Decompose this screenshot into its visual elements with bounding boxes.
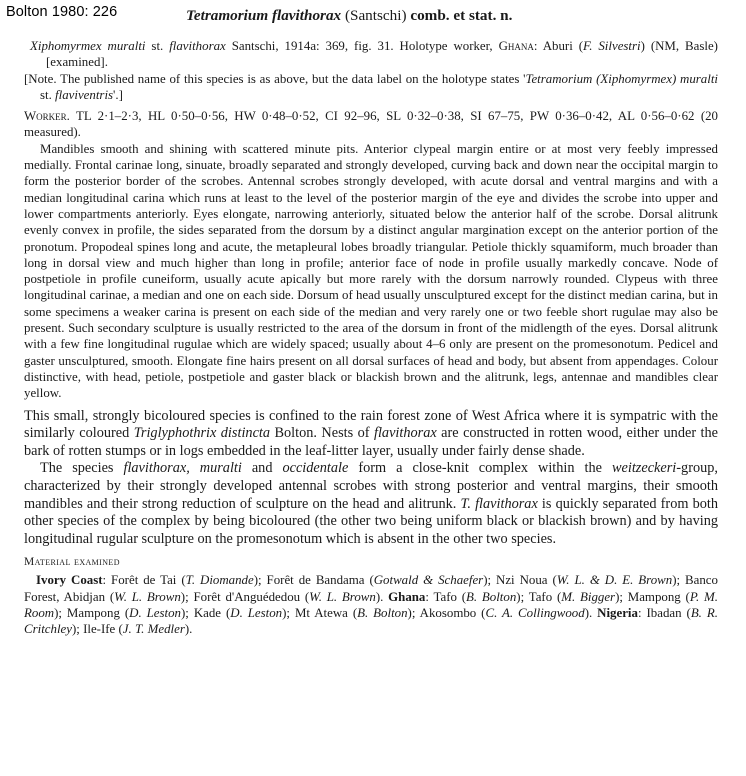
record-collector: W. L. Brown: [114, 589, 181, 604]
record-end: );: [181, 605, 194, 620]
material-record: [496, 573, 685, 587]
material-record: [267, 573, 496, 587]
record-end: );: [615, 589, 628, 604]
record-collector: D. Leston: [230, 605, 283, 620]
material-record: [420, 606, 598, 620]
record-collector: T. Diomande: [185, 573, 254, 588]
record-locality: Nzi Noua (: [496, 573, 557, 588]
note-paragraph: [Note. The published name of this species is as above, but the data label on the holotype states 'Tetramorium (Xiphomyrmex) muralti st. flaviventris'.]: [24, 71, 718, 102]
caste-label: Worker.: [24, 109, 70, 124]
species-name: Tetramorium flavithorax: [186, 7, 342, 24]
record-collector: C. A. Collingwood: [485, 605, 585, 620]
material-record: [529, 590, 628, 604]
record-end: );: [672, 573, 686, 588]
record-end: );: [54, 605, 67, 620]
record-locality: Ile-Ife (: [83, 622, 123, 637]
synonym-locality: : Aburi (: [533, 39, 583, 53]
synonym-citation: Santschi, 1914a: 369, fig. 31. Holotype worker,: [231, 39, 493, 53]
measurement-values: TL 2·1–2·3, HL 0·50–0·56, HW 0·48–0·52, CI 92–96, SL 0·32–0·38, SI 67–75, PW 0·36–0·42, AL 0·56–0·62 (20 measured).: [24, 109, 719, 140]
description-paragraph: Mandibles smooth and shining with scattered minute pits. Anterior clypeal margin entire or at most very feebly impressed medially. Frontal carinae long, sinuate, broadly separated and strongly developed, curving back and down near the occipital margin to form the posterior border of the scrobes. Antennal scrobes strongly developed, with acute dorsal and ventral margins and with a median longitudinal carina which runs at least to the level of the posterior margin of the eye and divides the scrobe into upper and lower compartments anteriorly. Eyes elongate, narrowing anteriorly, situated below the anterior half of the scrobe. Dorsal alitrunk evenly convex in profile, the sides separated from the dorsum by a distinct angular margination except on the anterior portion of the pronotum. Propodeal spines long and acute, the metapleural lobes broadly triangular. Petiole thickly squamiform, much broader than long in dorsal view and much higher than long in profile; anterior face of node in profile usually markedly concave. Node of postpetiole in profile cuneiform, usually acute apically but more rarely with the dorsum narrowly rounded. Clypeus with three longitudinal carinae, a median and one on each side. Dorsum of head usually unsculptured except for the distinct median carina, but in some specimens a weaker carina is present on each side of the median and very rarely one or two feeble short rugulae may also be present. Such secondary sculpture is usually restricted to the area of the dorsum in front of the midlength of the eyes. Dorsal alitrunk with a few fine longitudinal rugulae which are widely spaced; usually about 4–6 only are present on the promesonotum. Pedicel and gaster unsculptured, smooth. Elongate fine hairs present on all dorsal surfaces of head and body, but absent from appendages. Colour distinctive, with head, petiole, postpetiole and gaster black or blackish brown and the alitrunk, legs, antennae and mandibles clear yellow.: [24, 141, 718, 401]
record-locality: Forêt d'Anguédedou (: [193, 589, 310, 604]
synonym-collector: F. Silvestri: [583, 39, 641, 53]
record-locality: : Tafo (: [425, 589, 467, 604]
record-end: );: [407, 605, 420, 620]
record-end: );: [516, 589, 529, 604]
material-record: [193, 590, 388, 604]
record-locality: Tafo (: [528, 589, 562, 604]
record-collector: D. Leston: [129, 605, 181, 620]
record-collector: W. L. & D. E. Brown: [556, 573, 673, 588]
synonym-rank: st.: [151, 39, 164, 53]
species-author: (Santschi): [344, 7, 407, 24]
synonym-subspecies: flavithorax: [169, 39, 226, 53]
record-end: );: [180, 589, 194, 604]
record-locality: Mt Atewa (: [294, 605, 358, 620]
material-records: [24, 572, 718, 637]
synonym-name: Xiphomyrmex muralti: [30, 39, 146, 53]
record-locality: : Ibadan (: [637, 605, 691, 620]
measurements-paragraph: [24, 108, 718, 141]
record-end: );: [483, 573, 497, 588]
material-record: [388, 590, 529, 604]
record-end: );: [282, 605, 295, 620]
material-record: [36, 573, 267, 587]
record-locality: Mampong (: [66, 605, 130, 620]
nomenclatural-status: comb. et stat. n.: [410, 7, 513, 24]
source-citation-label: Bolton 1980: 226: [6, 4, 118, 20]
record-country: Nigeria: [597, 605, 638, 620]
material-record: [83, 622, 192, 636]
record-locality: Kade (: [193, 605, 231, 620]
material-record: [194, 606, 295, 620]
synonym-country: Ghana: [498, 39, 534, 53]
record-locality: Mampong (: [627, 589, 690, 604]
record-locality: Banco Forest, Abidjan (: [24, 573, 718, 604]
record-collector: B. Bolton: [357, 605, 408, 620]
material-examined-heading: Material examined: [24, 556, 120, 569]
record-end: ).: [375, 589, 389, 604]
material-record: [295, 606, 420, 620]
record-locality: Forêt de Bandama (: [266, 573, 374, 588]
record-collector: M. Bigger: [561, 589, 616, 604]
discussion-paragraph-2: The species flavithorax, muralti and occidentale form a close-knit complex within the weitzeckeri-group, characterized by their strongly developed antennal scrobes with strong posterior and ventral margins, their smooth mandibles and their strong reduction of sculpture on the head and alitrunk. T. flavithorax is quickly separated from both other species of the complex by being bicoloured (the other two being uniform black or blackish brown) and by having longitudinal rugular sculpture on the promesonotum which is absent in the other two species.: [24, 460, 718, 547]
record-collector: B. R. Critchley: [24, 605, 718, 637]
record-collector: P. M. Room: [24, 589, 719, 620]
record-end: );: [253, 573, 267, 588]
record-collector: Gotwald & Schaefer: [373, 573, 484, 588]
species-title: [186, 7, 512, 25]
discussion-paragraph-1: This small, strongly bicoloured species is confined to the rain forest zone of West Africa where it is sympatric with the similarly coloured Triglyphothrix distincta Bolton. Nests of flavithorax are constructed in rotten wood, either under the bark of rotten stumps or in logs embedded in the leaf-litter layer, usually under fairly dense shade.: [24, 407, 718, 459]
synonym-entry: [30, 38, 718, 71]
record-collector: W. L. Brown: [309, 589, 376, 604]
record-end: ).: [584, 605, 598, 620]
record-country: Ghana: [388, 589, 426, 604]
material-record: [67, 606, 194, 620]
synonym-depository: ) (NM, Basle) [examined].: [46, 39, 718, 70]
record-country: Ivory Coast: [36, 573, 103, 588]
document-body: [24, 38, 719, 637]
record-collector: J. T. Medler: [122, 622, 185, 637]
record-locality: Akosombo (: [419, 605, 486, 620]
record-end: ).: [184, 622, 193, 637]
record-locality: : Forêt de Tai (: [102, 573, 186, 588]
record-end: );: [71, 622, 84, 637]
record-collector: B. Bolton: [466, 589, 517, 604]
